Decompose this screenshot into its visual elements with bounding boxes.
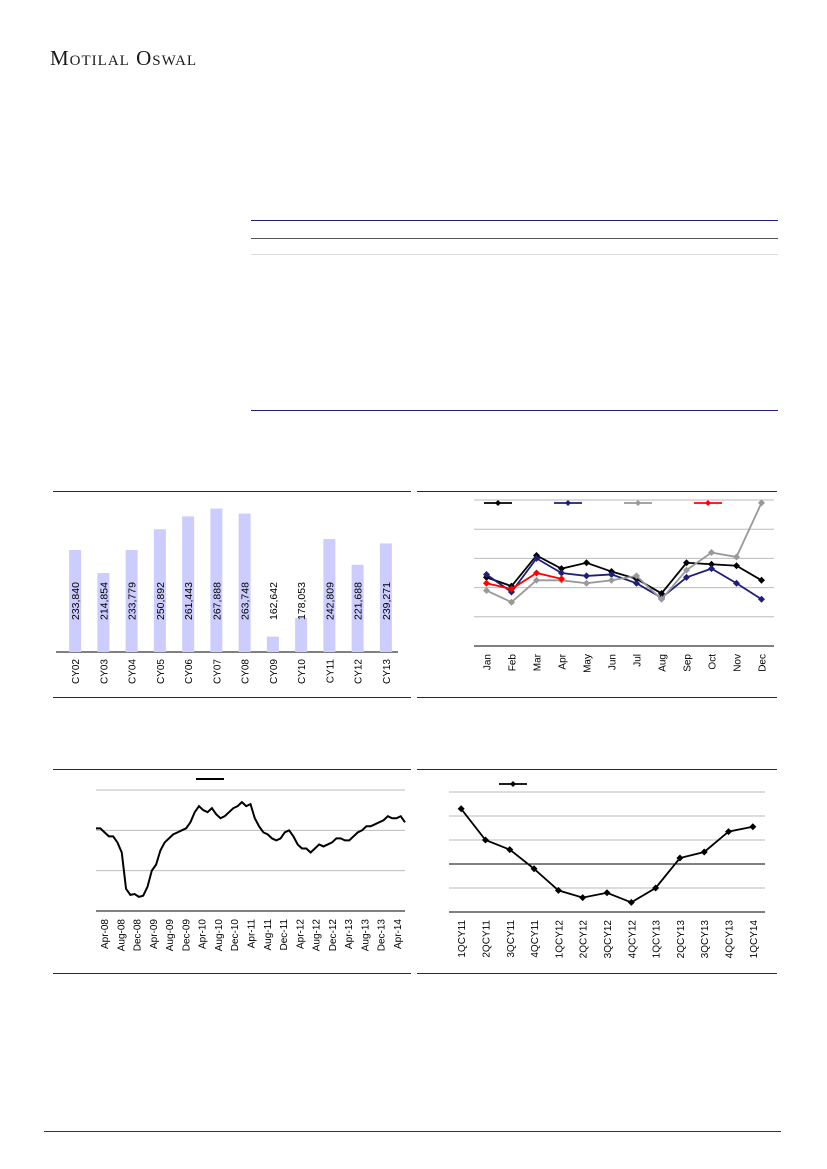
x-tick-label: CY05: [155, 659, 167, 685]
x-tick-label: Apr-12: [295, 919, 307, 950]
bar-value-label: 162,642: [267, 582, 280, 620]
bar: [295, 618, 307, 652]
x-tick-label: Dec-12: [327, 919, 339, 952]
bar-value-label: 261,443: [183, 582, 196, 620]
x-tick-label: Oct: [707, 654, 719, 670]
x-tick-label: 4QCY12: [627, 920, 639, 959]
x-tick-label: Dec-09: [181, 919, 193, 952]
x-tick-label: Jul: [632, 654, 644, 667]
x-tick-label: 2QCY12: [578, 920, 590, 959]
bar-value-label: 233,779: [126, 582, 139, 620]
legend-marker: [565, 500, 571, 506]
x-tick-label: Nov: [732, 654, 744, 672]
x-tick-label: Apr-09: [148, 919, 160, 950]
bar-value-label: 178,053: [296, 582, 309, 620]
x-tick-label: Sep: [682, 654, 694, 672]
bar-value-label: 242,809: [324, 582, 337, 620]
x-tick-label: Apr: [557, 654, 569, 670]
x-tick-label: Aug-13: [360, 919, 372, 952]
x-tick-label: Jun: [607, 654, 619, 671]
x-tick-label: Dec-11: [279, 919, 291, 951]
data-point: [608, 577, 615, 584]
x-tick-label: Apr-10: [197, 919, 209, 950]
series-line: [96, 802, 405, 897]
x-tick-label: CY02: [71, 659, 83, 685]
x-tick-label: CY13: [381, 659, 393, 685]
x-tick-label: Dec-13: [376, 919, 388, 952]
x-tick-label: CY04: [127, 659, 139, 685]
data-point: [733, 553, 740, 560]
x-tick-label: CY06: [184, 659, 196, 685]
legend-marker: [635, 500, 641, 506]
x-tick-label: 4QCY11: [530, 920, 542, 958]
x-tick-label: Aug: [657, 654, 669, 672]
bar-value-label: 221,688: [352, 582, 365, 620]
x-tick-label: 3QCY11: [505, 920, 517, 958]
x-tick-label: Apr-08: [100, 919, 112, 950]
x-tick-label: 1QCY13: [651, 920, 663, 959]
bar: [210, 509, 222, 652]
x-tick-label: 2QCY13: [675, 920, 687, 959]
x-tick-label: Mar: [532, 654, 544, 672]
x-tick-label: Apr-13: [344, 919, 356, 950]
x-tick-label: CY03: [99, 659, 111, 685]
bar-value-label: 239,271: [380, 582, 393, 620]
x-tick-label: 1QCY14: [748, 920, 760, 959]
data-point: [749, 823, 756, 830]
x-tick-label: 3QCY13: [700, 920, 712, 959]
legend-marker: [510, 781, 516, 787]
x-tick-label: Apr-11: [246, 919, 258, 949]
bar: [267, 637, 279, 652]
x-tick-label: Dec-08: [132, 919, 144, 952]
x-tick-label: May: [582, 654, 594, 673]
bar-value-label: 263,748: [239, 582, 252, 620]
x-tick-label: Aug-09: [165, 919, 177, 952]
brand-logo: Motilal Oswal: [50, 46, 198, 70]
x-tick-label: 4QCY13: [724, 920, 736, 959]
x-tick-label: 2QCY11: [481, 920, 493, 958]
x-tick-label: Dec: [757, 654, 769, 672]
x-tick-label: CY08: [240, 659, 252, 685]
bar-value-label: 267,888: [211, 582, 224, 620]
bar-value-label: 233,840: [70, 582, 83, 620]
x-tick-label: CY11: [325, 659, 337, 684]
x-tick-label: 1QCY12: [554, 920, 566, 959]
x-tick-label: CY09: [268, 659, 280, 685]
x-tick-label: CY12: [353, 659, 365, 685]
bar-value-label: 214,854: [98, 582, 111, 620]
data-point: [579, 894, 586, 901]
x-tick-label: Aug-11: [262, 919, 274, 951]
data-point: [583, 559, 590, 566]
x-tick-label: 1QCY11: [457, 920, 469, 958]
data-point: [483, 580, 490, 587]
x-tick-label: 3QCY12: [603, 920, 614, 959]
x-tick-label: Aug-08: [116, 919, 128, 952]
data-point: [604, 889, 611, 896]
x-tick-label: Feb: [507, 654, 519, 672]
data-point: [583, 580, 590, 587]
bar-value-label: 250,892: [154, 582, 167, 620]
data-point: [583, 572, 590, 579]
x-tick-label: Aug-10: [213, 919, 225, 952]
x-tick-label: CY07: [212, 659, 224, 685]
x-tick-label: Dec-10: [230, 919, 242, 952]
x-tick-label: CY10: [297, 659, 309, 685]
x-tick-label: Jan: [482, 654, 494, 671]
legend-marker: [495, 500, 501, 506]
legend-marker: [705, 500, 711, 506]
footer-rule: [44, 1131, 781, 1132]
x-tick-label: Aug-12: [311, 919, 323, 952]
x-tick-label: Apr-14: [392, 919, 404, 950]
